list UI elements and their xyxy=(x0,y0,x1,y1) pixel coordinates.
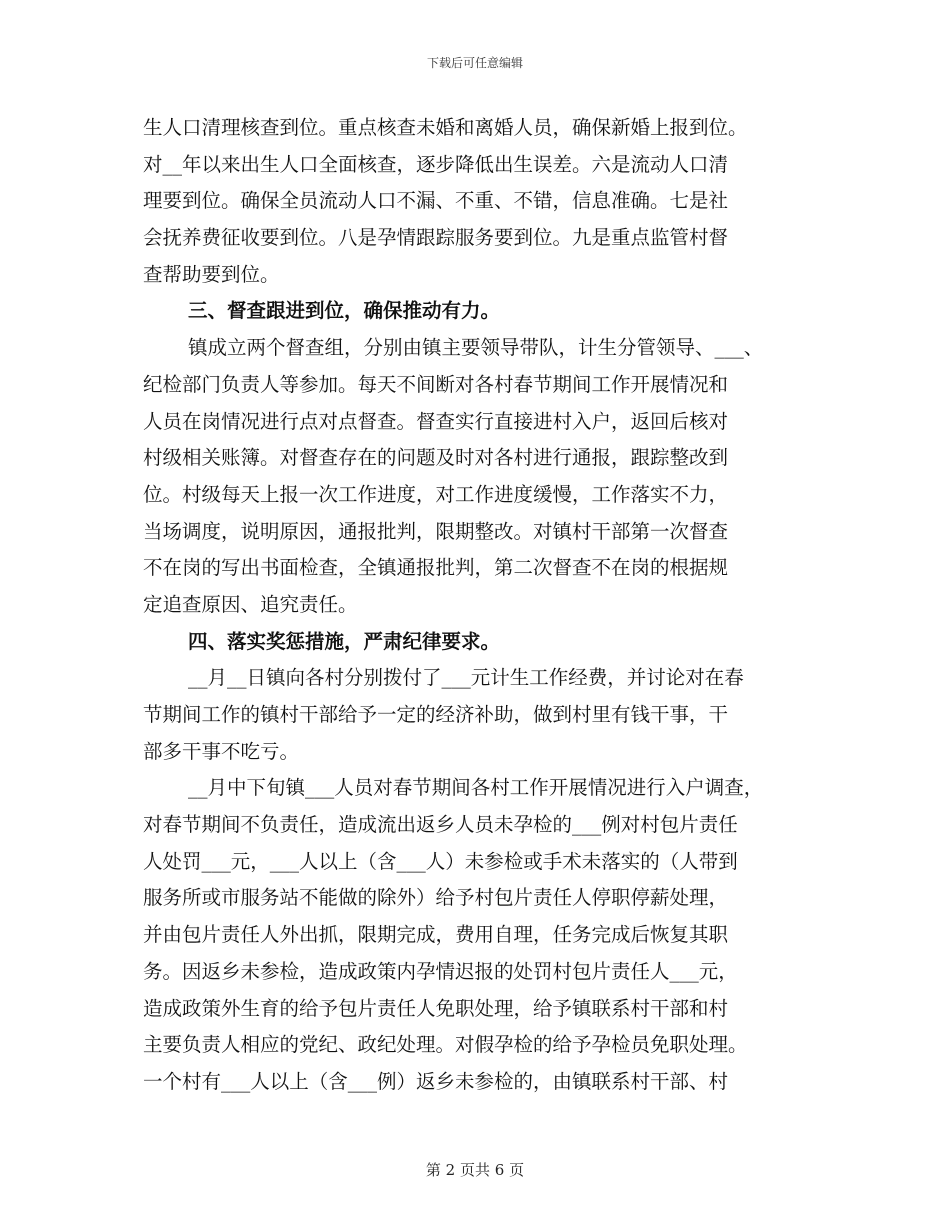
body-text-line: 服务所或市服务站不能做的除外）给予村包片责任人停职停薪处理， xyxy=(143,886,729,910)
body-text-line: 对__年以来出生人口全面核查，逐步降低出生误差。六是流动人口清 xyxy=(143,152,729,176)
body-text-line: 位。村级每天上报一次工作进度，对工作进度缓慢，工作落实不力， xyxy=(143,482,729,506)
section-heading: 四、落实奖惩措施，严肃纪律要求。 xyxy=(188,629,501,653)
body-text-line: 并由包片责任人外出抓，限期完成，费用自理，任务完成后恢复其职 xyxy=(143,923,729,947)
body-text-line: 不在岗的写出书面检查，全镇通报批判，第二次督查不在岗的根据规 xyxy=(143,556,729,580)
section-heading: 三、督查跟进到位，确保推动有力。 xyxy=(188,299,501,323)
body-text-line: 生人口清理核查到位。重点核查未婚和离婚人员，确保新婚上报到位。 xyxy=(143,116,748,139)
body-text-line: 人处罚___元，___人以上（含___人）未参检或手术未落实的（人带到 xyxy=(143,849,738,873)
body-text-line: 主要负责人相应的党纪、政纪处理。对假孕检的给予孕检员免职处理。 xyxy=(143,1033,748,1057)
body-text-line: 当场调度，说明原因，通报批判，限期整改。对镇村干部第一次督查 xyxy=(143,519,729,543)
body-text-line: 造成政策外生育的给予包片责任人免职处理，给予镇联系村干部和村 xyxy=(143,996,729,1020)
body-text-line: 部多干事不吃亏。 xyxy=(143,739,300,763)
body-text-line: 村级相关账簿。对督查存在的问题及时对各村进行通报，跟踪整改到 xyxy=(143,446,729,470)
body-text-line: 查帮助要到位。 xyxy=(143,262,280,286)
body-text-line: 对春节期间不负责任，造成流出返乡人员未孕检的___例对村包片责任 xyxy=(143,813,738,837)
body-text-line: 镇成立两个督查组，分别由镇主要领导带队，计生分管领导、___、 xyxy=(188,336,764,360)
body-text-line: 节期间工作的镇村干部给予一定的经济补助，做到村里有钱干事，干 xyxy=(143,703,729,726)
body-text-line: __月中下旬镇___人员对春节期间各村工作开展情况进行入户调查， xyxy=(188,776,764,800)
body-text-line: 纪检部门负责人等参加。每天不间断对各村春节期间工作开展情况和 xyxy=(143,372,729,396)
body-text-line: 会抚养费征收要到位。八是孕情跟踪服务要到位。九是重点监管村督 xyxy=(143,226,729,250)
body-text-line: 理要到位。确保全员流动人口不漏、不重、不错，信息准确。七是社 xyxy=(143,189,729,213)
body-text-line: 一个村有___人以上（含___例）返乡未参检的，由镇联系村干部、村 xyxy=(143,1069,729,1093)
page-header: 下载后可任意编辑 xyxy=(426,56,523,70)
body-text-line: 定追查原因、追究责任。 xyxy=(143,592,358,616)
page-footer: 第 2 页共 6 页 xyxy=(425,1161,525,1179)
document-body xyxy=(143,110,815,1101)
body-text-line: __月__日镇向各村分别拨付了___元计生工作经费，并讨论对在春 xyxy=(188,666,744,690)
body-text-line: 务。因返乡未参检，造成政策内孕情迟报的处罚村包片责任人___元， xyxy=(143,959,738,983)
body-text-line: 人员在岗情况进行点对点督查。督查实行直接进村入户，返回后核对 xyxy=(143,409,729,433)
